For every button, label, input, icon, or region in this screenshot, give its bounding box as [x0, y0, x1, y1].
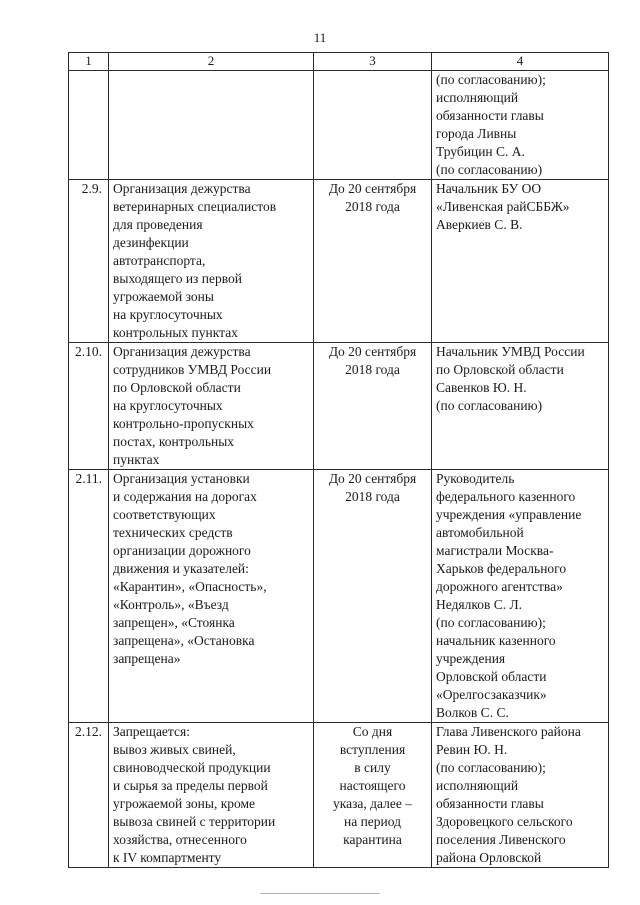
responsible-cell-line: по Орловской области: [436, 362, 564, 377]
responsible-cell-line: (по согласованию): [436, 162, 543, 177]
table-header-row: [69, 53, 609, 71]
deadline-cell-line: указа, далее –: [333, 796, 412, 811]
measure-cell-line: контрольно-пропускных: [113, 416, 254, 431]
measure-cell-line: «Контроль», «Въезд: [113, 597, 229, 612]
responsible-cell-line: Руководитель: [436, 471, 515, 486]
measure-cell-line: Организация дежурства: [113, 344, 251, 359]
responsible-cell-line: автомобильной: [436, 525, 524, 540]
responsible-cell: [432, 343, 609, 470]
measure-cell-line: постах, контрольных: [113, 434, 235, 449]
responsible-cell-line: Савенков Ю. Н.: [436, 380, 527, 395]
row-number: [69, 71, 109, 180]
responsible-cell-line: (по согласованию);: [436, 760, 546, 775]
responsible-cell-line: Начальник УМВД России: [436, 344, 585, 359]
responsible-cell: [432, 71, 609, 180]
deadline-cell-line: До 20 сентября: [328, 181, 417, 196]
scan-artifact-line: [260, 893, 380, 894]
deadline-cell-line: До 20 сентября: [328, 471, 417, 486]
responsible-cell-line: учреждения «управление: [436, 507, 582, 522]
measure-cell: [109, 180, 314, 343]
deadline-cell-line: 2018 года: [345, 362, 400, 377]
measure-cell-line: соответствующих: [113, 507, 216, 522]
deadline-cell: [314, 180, 432, 343]
responsible-cell-line: Ревин Ю. Н.: [436, 742, 508, 757]
responsible-cell-line: исполняющий: [436, 778, 519, 793]
measure-cell-line: автотранспорта,: [113, 253, 206, 268]
measure-cell: [109, 470, 314, 723]
responsible-cell-line: города Ливны: [436, 126, 517, 141]
table-row: [69, 723, 609, 868]
deadline-cell: [314, 71, 432, 180]
row-number: 2.12.: [69, 723, 109, 868]
responsible-cell-line: обязанности главы: [436, 108, 544, 123]
measure-cell: [109, 71, 314, 180]
responsible-cell-line: Трубицин С. А.: [436, 144, 525, 159]
measure-cell-line: «Карантин», «Опасность»,: [113, 579, 267, 594]
deadline-cell-line: Со дня: [352, 724, 393, 739]
deadline-cell-line: вступления: [339, 742, 406, 757]
responsible-cell-line: (по согласованию);: [436, 72, 546, 87]
measure-cell-line: и содержания на дорогах: [113, 489, 257, 504]
responsible-cell-line: «Ливенская райСББЖ»: [436, 199, 570, 214]
table-body: [69, 71, 609, 868]
deadline-cell-line: в силу: [354, 760, 391, 775]
responsible-cell-line: Волков С. С.: [436, 705, 509, 720]
responsible-cell-line: Здоровецкого сельского: [436, 814, 573, 829]
responsible-cell-line: поселения Ливенского: [436, 832, 566, 847]
measure-cell-line: вывоз живых свиней,: [113, 742, 236, 757]
measure-cell-line: хозяйства, отнесенного: [113, 832, 247, 847]
row-number: 2.9.: [69, 180, 109, 343]
header-col-3: 3: [314, 53, 432, 71]
deadline-cell: [314, 470, 432, 723]
table-row: [69, 470, 609, 723]
measure-cell-line: вывоза свиней с территории: [113, 814, 276, 829]
measure-cell-line: Организация дежурства: [113, 181, 251, 196]
responsible-cell-line: Недялков С. Л.: [436, 597, 523, 612]
responsible-cell-line: Харьков федерального: [436, 561, 567, 576]
measure-cell-line: и сырья за пределы первой: [113, 778, 268, 793]
row-number: 2.11.: [69, 470, 109, 723]
measure-cell: [109, 343, 314, 470]
responsible-cell-line: исполняющий: [436, 90, 519, 105]
responsible-cell: [432, 723, 609, 868]
responsible-cell-line: федерального казенного: [436, 489, 576, 504]
measure-cell-line: Организация установки: [113, 471, 250, 486]
responsible-cell-line: учреждения: [436, 651, 506, 666]
header-col-1: 1: [69, 53, 109, 71]
measure-cell-line: контрольных пунктах: [113, 325, 238, 340]
page-number: 11: [313, 30, 327, 45]
deadline-cell-line: До 20 сентября: [328, 344, 417, 359]
measure-cell-line: на круглосуточных: [113, 307, 223, 322]
responsible-cell-line: Глава Ливенского района: [436, 724, 581, 739]
responsible-cell-line: Аверкиев С. В.: [436, 217, 523, 232]
responsible-cell-line: (по согласованию): [436, 398, 543, 413]
responsible-cell-line: начальник казенного: [436, 633, 556, 648]
responsible-cell-line: «Орелгосзаказчик»: [436, 687, 547, 702]
responsible-cell-line: дорожного агентства»: [436, 579, 563, 594]
deadline-cell-line: на период: [343, 814, 401, 829]
measure-cell: [109, 723, 314, 868]
measure-cell-line: для проведения: [113, 217, 203, 232]
responsible-cell-line: Орловской области: [436, 669, 547, 684]
deadline-cell-line: карантина: [343, 832, 402, 847]
deadline-cell-line: 2018 года: [345, 489, 400, 504]
measure-cell-line: Запрещается:: [113, 724, 190, 739]
deadline-cell-line: настоящего: [339, 778, 406, 793]
measure-cell-line: к IV компартменту: [113, 850, 222, 865]
measure-cell-line: на круглосуточных: [113, 398, 223, 413]
measure-cell-line: ветеринарных специалистов: [113, 199, 277, 214]
measure-cell-line: угрожаемой зоны, кроме: [113, 796, 256, 811]
measure-cell-line: свиноводческой продукции: [113, 760, 271, 775]
table-row: [69, 343, 609, 470]
header-col-4: 4: [432, 53, 609, 71]
measure-cell-line: по Орловской области: [113, 380, 241, 395]
measure-cell-line: пунктах: [113, 452, 160, 467]
responsible-cell-line: Начальник БУ ОО: [436, 181, 542, 196]
responsible-cell: [432, 180, 609, 343]
header-col-2: 2: [109, 53, 314, 71]
table-row: [69, 71, 609, 180]
responsible-cell-line: (по согласованию);: [436, 615, 546, 630]
measures-table: [68, 52, 609, 868]
measure-cell-line: организации дорожного: [113, 543, 251, 558]
measure-cell-line: угрожаемой зоны: [113, 289, 214, 304]
measure-cell-line: сотрудников УМВД России: [113, 362, 272, 377]
measure-cell-line: дезинфекции: [113, 235, 189, 250]
measure-cell-line: запрещена»: [113, 651, 181, 666]
responsible-cell-line: обязанности главы: [436, 796, 544, 811]
table-row: [69, 180, 609, 343]
measure-cell-line: движения и указателей:: [113, 561, 249, 576]
responsible-cell: [432, 470, 609, 723]
measure-cell-line: запрещен», «Стоянка: [113, 615, 235, 630]
measure-cell-line: запрещена», «Остановка: [113, 633, 255, 648]
responsible-cell-line: магистрали Москва-: [436, 543, 554, 558]
deadline-cell: [314, 723, 432, 868]
deadline-cell-line: 2018 года: [345, 199, 400, 214]
measure-cell-line: выходящего из первой: [113, 271, 242, 286]
row-number: 2.10.: [69, 343, 109, 470]
deadline-cell: [314, 343, 432, 470]
responsible-cell-line: района Орловской: [436, 850, 542, 865]
measure-cell-line: технических средств: [113, 525, 233, 540]
